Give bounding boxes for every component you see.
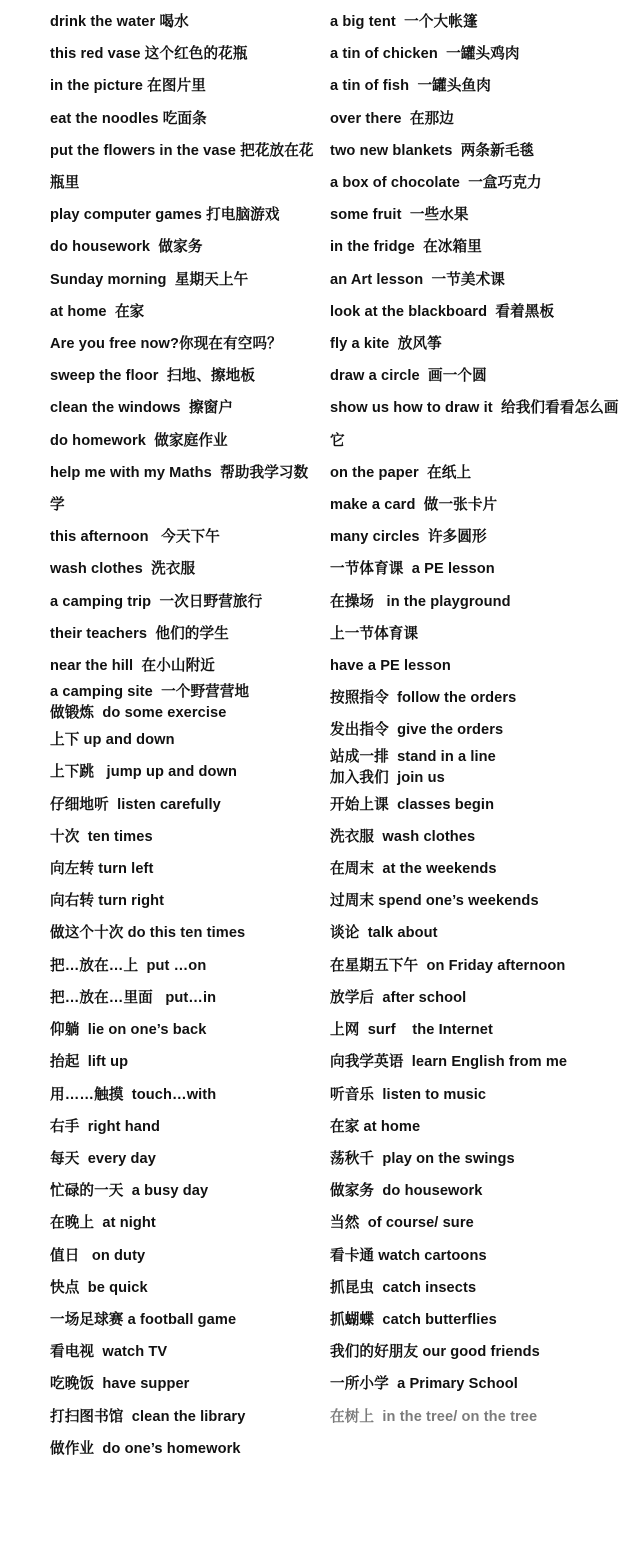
phrase-entry: 开始上课 classes begin: [330, 796, 495, 813]
phrase-entry: 放学后 after school: [330, 989, 467, 1006]
phrase-entry: 荡秋千 play on the swings: [330, 1150, 515, 1167]
phrase-entry: 做作业 do one’s homework: [50, 1440, 241, 1457]
phrase-entry: 把…放在…里面 put…in: [50, 989, 217, 1006]
phrase-entry: an Art lesson 一节美术课: [330, 271, 505, 288]
phrase-entry: draw a circle 画一个圆: [330, 368, 487, 385]
right-column: [320, 6, 632, 1549]
phrase-entry: their teachers 他们的学生: [50, 625, 229, 642]
phrase-entry: 做锻炼 do some exercise: [50, 705, 227, 722]
phrase-entry: 发出指令 give the orders: [330, 722, 504, 739]
phrase-entry: 在操场 in the playground: [330, 593, 511, 610]
phrase-entry: 快点 be quick: [50, 1279, 148, 1296]
phrase-entry: 吃晚饭 have supper: [50, 1376, 190, 1393]
phrase-entry: 每天 every day: [50, 1150, 156, 1167]
phrase-entry: at home 在家: [50, 303, 145, 320]
phrase-entry: 抬起 lift up: [50, 1054, 129, 1071]
phrase-entry: drink the water 喝水: [50, 14, 189, 30]
phrase-entry: 在家 at home: [330, 1118, 421, 1135]
phrase-entry: 按照指令 follow the orders: [330, 690, 517, 707]
phrase-entry: near the hill 在小山附近: [50, 658, 215, 675]
phrase-entry: Sunday morning 星期天上午: [50, 271, 249, 288]
phrase-entry: 一场足球赛 a football game: [50, 1311, 237, 1328]
phrase-entry: sweep the floor 扫地、擦地板: [50, 368, 256, 385]
phrase-entry: 在星期五下午 on Friday afternoon: [330, 957, 566, 974]
phrase-entry: clean the windows 擦窗户: [50, 400, 234, 417]
phrase-entry: a camping trip 一次日野营旅行: [50, 593, 263, 610]
phrase-entry: 十次 ten times: [50, 828, 153, 845]
phrase-entry: a camping site 一个野营营地: [50, 684, 250, 701]
phrase-entry: play computer games 打电脑游戏: [50, 207, 280, 224]
phrase-entry: put the flowers in the vase 把花放在花瓶里: [50, 142, 314, 192]
phrase-entry: a box of chocolate 一盒巧克力: [330, 175, 542, 192]
phrase-entry: 忙碌的一天 a busy day: [50, 1183, 209, 1200]
phrase-entry: in the fridge 在冰箱里: [330, 239, 482, 256]
phrase-entry: 在晚上 at night: [50, 1215, 156, 1232]
phrase-entry: 上下 up and down: [50, 732, 175, 749]
phrase-entry: over there 在那边: [330, 110, 454, 127]
phrase-entry: a tin of fish 一罐头鱼肉: [330, 78, 491, 95]
phrase-entry: 用……触摸 touch…with: [50, 1086, 217, 1103]
phrase-entry: on the paper 在纸上: [330, 464, 472, 481]
phrase-entry: Are you free now?你现在有空吗？: [50, 336, 282, 353]
phrase-entry: this afternoon 今天下午: [50, 529, 220, 546]
phrase-entry: 当然 of course/ sure: [330, 1215, 474, 1232]
phrase-entry: 在周末 at the weekends: [330, 861, 497, 878]
phrase-entry: 上一节体育课: [330, 625, 419, 642]
phrase-entry: 仰躺 lie on one’s back: [50, 1022, 207, 1039]
phrase-entry: a tin of chicken 一罐头鸡肉: [330, 46, 520, 63]
phrase-entry: 谈论 talk about: [330, 925, 438, 942]
phrase-entry: 抓昆虫 catch insects: [330, 1279, 477, 1296]
phrase-entry: two new blankets 两条新毛毯: [330, 142, 535, 159]
phrase-entry: 向左转 turn left: [50, 861, 154, 878]
phrase-entry: 右手 right hand: [50, 1118, 161, 1135]
phrase-entry: 把…放在…上 put …on: [50, 957, 207, 974]
phrase-entry: 一节体育课 a PE lesson: [330, 561, 495, 578]
phrase-entry: 在树上 in the tree/ on the tree: [330, 1408, 538, 1425]
phrase-entry: in the picture 在图片里: [50, 78, 206, 95]
phrase-entry: eat the noodles 吃面条: [50, 110, 207, 127]
phrase-entry: 站成一排 stand in a line: [330, 748, 496, 765]
phrase-entry: wash clothes 洗衣服: [50, 561, 196, 578]
phrase-entry: 听音乐 listen to music: [330, 1086, 487, 1103]
phrase-entry: 上下跳 jump up and down: [50, 764, 238, 781]
phrase-entry: do housework 做家务: [50, 239, 203, 256]
phrase-entry: 一所小学 a Primary School: [330, 1376, 518, 1393]
phrase-entry: 向右转 turn right: [50, 893, 165, 910]
phrase-entry: 上网 surf the Internet: [330, 1022, 493, 1039]
phrase-entry: 看电视 watch TV: [50, 1344, 168, 1361]
phrase-entry: 抓蝴蝶 catch butterflies: [330, 1311, 497, 1328]
phrase-entry: 仔细地听 listen carefully: [50, 796, 221, 813]
phrase-entry: 值日 on duty: [50, 1247, 146, 1264]
phrase-entry: many circles 许多圆形: [330, 529, 487, 546]
phrase-entry: show us how to draw it 给我们看看怎么画它: [330, 400, 619, 449]
phrase-entry: 做这个十次 do this ten times: [50, 925, 246, 942]
phrase-entry: 看卡通 watch cartoons: [330, 1247, 487, 1264]
phrase-entry: have a PE lesson: [330, 658, 451, 675]
phrase-entry: 向我学英语 learn English from me: [330, 1054, 568, 1071]
phrase-entry: a big tent 一个大帐篷: [330, 14, 478, 30]
phrase-entry: this red vase 这个红色的花瓶: [50, 46, 248, 63]
left-column: [8, 6, 320, 1549]
phrase-entry: 我们的好朋友 our good friends: [330, 1344, 540, 1361]
phrase-entry: 做家务 do housework: [330, 1183, 483, 1200]
phrase-entry: make a card 做一张卡片: [330, 497, 498, 514]
phrase-entry: 加入我们 join us: [330, 769, 445, 786]
phrase-entry: help me with my Maths 帮助我学习数学: [50, 464, 309, 514]
phrase-entry: 洗衣服 wash clothes: [330, 828, 476, 845]
phrase-entry: look at the blackboard 看着黑板: [330, 303, 555, 320]
phrase-entry: 打扫图书馆 clean the library: [50, 1408, 246, 1425]
phrase-entry: do homework 做家庭作业: [50, 432, 228, 449]
phrase-entry: some fruit 一些水果: [330, 207, 469, 224]
phrase-entry: 过周末 spend one’s weekends: [330, 893, 539, 910]
phrase-entry: fly a kite 放风筝: [330, 336, 442, 353]
